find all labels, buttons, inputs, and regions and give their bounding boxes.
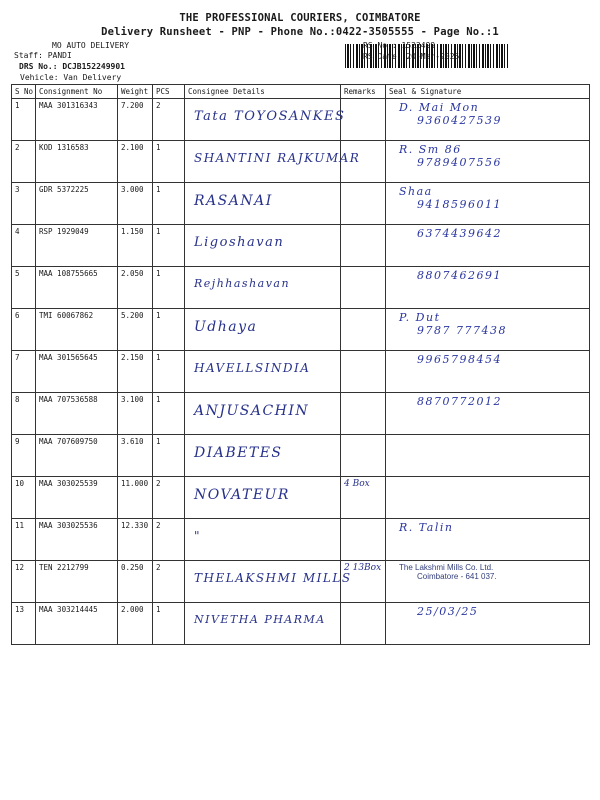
weight-cell: 2.100 <box>118 141 153 183</box>
remarks-handwriting: 2 13Box <box>344 563 382 573</box>
consignment-cell: MAA 303025536 <box>36 519 118 561</box>
consignment-cell: TMI 60067862 <box>36 309 118 351</box>
rs-date: RS Date: 20-Mar-2025 <box>363 52 460 61</box>
consignee-cell <box>185 225 341 267</box>
sno-cell: 5 <box>12 267 36 309</box>
table-row <box>12 393 590 435</box>
remarks-cell <box>341 477 386 519</box>
weight-cell: 1.150 <box>118 225 153 267</box>
consignee-cell <box>185 309 341 351</box>
consignment-cell: RSP 1929049 <box>36 225 118 267</box>
seal-cell <box>386 225 590 267</box>
consignment-cell: TEN 2212799 <box>36 561 118 603</box>
consignee-cell <box>185 99 346 141</box>
pcs-cell: 2 <box>153 519 185 561</box>
phone-number-handwriting: 9418596011 <box>417 198 502 211</box>
pcs-cell: 1 <box>153 351 185 393</box>
table-row <box>12 519 590 561</box>
consignee-handwriting: Ligoshavan <box>194 235 285 250</box>
pcs-cell: 2 <box>153 477 185 519</box>
consignment-cell: MAA 301565645 <box>36 351 118 393</box>
seal-cell <box>386 267 590 309</box>
weight-cell: 5.200 <box>118 309 153 351</box>
pcs-cell: 1 <box>153 309 185 351</box>
sno-cell: 8 <box>12 393 36 435</box>
remarks-cell <box>341 183 386 225</box>
sno-cell: 6 <box>12 309 36 351</box>
sno-cell: 9 <box>12 435 36 477</box>
consignee-handwriting: NOVATEUR <box>194 487 290 503</box>
consignee-handwriting: Rejhhashavan <box>194 277 291 290</box>
pcs-cell: 2 <box>153 561 185 603</box>
table-row <box>12 141 590 183</box>
consignee-handwriting: " <box>194 529 202 543</box>
col-seal: Seal & Signature <box>386 85 590 99</box>
pcs-cell: 1 <box>153 183 185 225</box>
table-row <box>12 477 590 519</box>
consignee-handwriting: ANJUSACHIN <box>194 403 310 419</box>
sno-cell: 4 <box>12 225 36 267</box>
table-row <box>12 435 590 477</box>
consignment-cell: KOD 1316583 <box>36 141 118 183</box>
signature-line: P. Dut <box>399 311 441 324</box>
client-label: MO AUTO DELIVERY <box>52 41 130 50</box>
table-header-row <box>12 85 590 99</box>
weight-cell: 12.330 <box>118 519 153 561</box>
signature-line: Shaa <box>399 185 433 198</box>
weight-cell: 2.050 <box>118 267 153 309</box>
seal-cell <box>386 309 590 351</box>
signature-line: D. Mai Mon <box>399 101 480 114</box>
consignment-cell: MAA 707609750 <box>36 435 118 477</box>
remarks-cell <box>341 603 386 645</box>
phone-number-handwriting: 9787 777438 <box>417 324 507 337</box>
consignee-handwriting: RASANAI <box>194 193 273 209</box>
consignee-handwriting: NIVETHA PHARMA <box>194 613 326 626</box>
sno-cell: 11 <box>12 519 36 561</box>
phone-number-handwriting: 6374439642 <box>417 227 502 240</box>
sno-cell: 1 <box>12 99 36 141</box>
pcs-cell: 1 <box>153 225 185 267</box>
remarks-cell <box>341 267 386 309</box>
seal-cell <box>386 603 590 645</box>
table-row <box>12 561 590 603</box>
pcs-cell: 1 <box>153 267 185 309</box>
remarks-cell <box>341 351 386 393</box>
consignee-cell <box>185 141 361 183</box>
phone-number-handwriting: 8870772012 <box>417 395 502 408</box>
pcs-cell: 2 <box>153 99 185 141</box>
rs-number: RS No.: 1522499 <box>363 41 436 50</box>
col-remarks: Remarks <box>341 85 386 99</box>
seal-cell <box>386 351 590 393</box>
consignee-handwriting: HAVELLSINDIA <box>194 361 311 375</box>
consignee-cell <box>185 435 341 477</box>
col-sno: S No <box>12 85 36 99</box>
consignee-cell <box>185 561 352 603</box>
consignment-cell: MAA 108755665 <box>36 267 118 309</box>
remarks-cell <box>341 225 386 267</box>
remarks-cell <box>341 519 386 561</box>
signature-line: The Lakshmi Mills Co. Ltd. <box>399 563 494 572</box>
pcs-cell: 1 <box>153 435 185 477</box>
weight-cell: 3.100 <box>118 393 153 435</box>
phone-number-handwriting: 9965798454 <box>417 353 502 366</box>
company-title: THE PROFESSIONAL COURIERS, COIMBATORE <box>179 12 421 24</box>
table-row <box>12 99 590 141</box>
pcs-cell: 1 <box>153 141 185 183</box>
staff-label: Staff: PANDI <box>14 51 72 60</box>
weight-cell: 2.150 <box>118 351 153 393</box>
seal-cell <box>386 435 590 477</box>
consignee-handwriting: SHANTINI RAJKUMAR <box>194 151 361 165</box>
col-consignment: Consignment No <box>36 85 118 99</box>
table-row <box>12 603 590 645</box>
table-row <box>12 183 590 225</box>
signature-line: R. Sm 86 <box>399 143 462 156</box>
col-pcs: PCS <box>153 85 185 99</box>
consignee-cell <box>185 183 341 225</box>
phone-number-handwriting: 9360427539 <box>417 114 502 127</box>
sno-cell: 7 <box>12 351 36 393</box>
consignee-cell <box>185 603 341 645</box>
phone-number-handwriting: 8807462691 <box>417 269 502 282</box>
runsheet-table <box>11 84 590 645</box>
table-row <box>12 267 590 309</box>
sno-cell: 2 <box>12 141 36 183</box>
consignee-handwriting: THELAKSHMI MILLS <box>194 571 352 585</box>
col-weight: Weight <box>118 85 153 99</box>
pcs-cell: 1 <box>153 603 185 645</box>
vehicle-label: Vehicle: Van Delivery <box>20 73 122 82</box>
weight-cell: 2.000 <box>118 603 153 645</box>
consignee-handwriting: Udhaya <box>194 319 258 335</box>
weight-cell: 7.200 <box>118 99 153 141</box>
remarks-handwriting: 4 Box <box>344 479 370 489</box>
consignee-handwriting: DIABETES <box>194 445 283 461</box>
seal-cell <box>386 99 590 141</box>
table-row <box>12 351 590 393</box>
seal-cell <box>386 519 590 561</box>
col-consignee: Consignee Details <box>185 85 341 99</box>
sno-cell: 10 <box>12 477 36 519</box>
consignee-handwriting: Tata TOYOSANKES <box>194 109 346 124</box>
sno-cell: 12 <box>12 561 36 603</box>
seal-cell <box>386 477 590 519</box>
consignee-cell <box>185 351 341 393</box>
consignment-cell: MAA 707536588 <box>36 393 118 435</box>
consignee-cell <box>185 393 341 435</box>
phone-number-handwriting: 9789407556 <box>417 156 502 169</box>
consignee-cell <box>185 519 341 561</box>
weight-cell: 11.000 <box>118 477 153 519</box>
runsheet-title: Delivery Runsheet - PNP - Phone No.:0422-3505555 - Page No.:1 <box>101 26 499 38</box>
consignment-cell: MAA 303214445 <box>36 603 118 645</box>
pcs-cell: 1 <box>153 393 185 435</box>
phone-number-handwriting: Coimbatore - 641 037. <box>417 572 497 581</box>
remarks-cell <box>341 393 386 435</box>
table-row <box>12 225 590 267</box>
consignment-cell: GDR 5372225 <box>36 183 118 225</box>
consignee-cell <box>185 477 341 519</box>
seal-cell <box>386 561 590 603</box>
remarks-cell <box>341 435 386 477</box>
weight-cell: 0.250 <box>118 561 153 603</box>
seal-cell <box>386 141 590 183</box>
remarks-cell <box>341 99 386 141</box>
remarks-cell <box>341 309 386 351</box>
sno-cell: 13 <box>12 603 36 645</box>
drs-number: DRS No.: DCJB152249901 <box>19 62 125 71</box>
table-row <box>12 309 590 351</box>
sno-cell: 3 <box>12 183 36 225</box>
weight-cell: 3.000 <box>118 183 153 225</box>
phone-number-handwriting: 25/03/25 <box>417 605 479 618</box>
weight-cell: 3.610 <box>118 435 153 477</box>
seal-cell <box>386 183 590 225</box>
consignment-cell: MAA 303025539 <box>36 477 118 519</box>
signature-line: R. Talin <box>399 521 454 534</box>
seal-cell <box>386 393 590 435</box>
consignee-cell <box>185 267 341 309</box>
consignment-cell: MAA 301316343 <box>36 99 118 141</box>
